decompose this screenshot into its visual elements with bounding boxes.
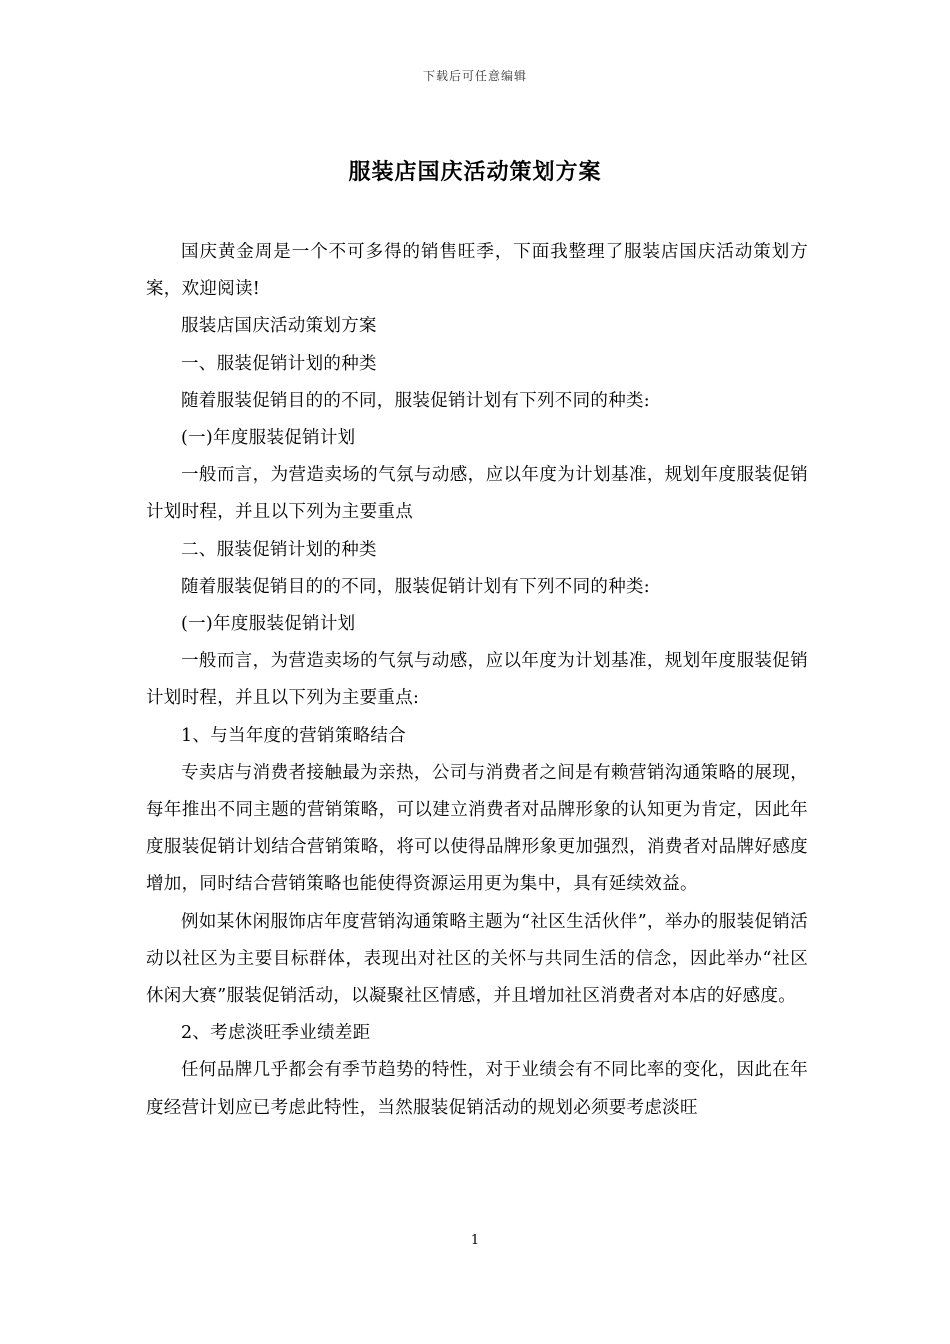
paragraph: 任何品牌几乎都会有季节趋势的特性，对于业绩会有不同比率的变化，因此在年度经营计划应已考虑此特性，当然服装促销活动的规划必须要考虑淡旺 [146, 1060, 808, 1118]
paragraph: 一般而言，为营造卖场的气氛与动感，应以年度为计划基准，规划年度服装促销计划时程，并且以下列为主要重点 [146, 465, 808, 523]
subsection-heading: (一)年度服装促销计划 [181, 428, 356, 449]
paragraph: 一般而言，为营造卖场的气氛与动感，应以年度为计划基准，规划年度服装促销计划时程，并且以下列为主要重点: [146, 651, 808, 709]
paragraph: 专卖店与消费者接触最为亲热，公司与消费者之间是有赖营销沟通策略的展现，每年推出不同主题的营销策略，可以建立消费者对品牌形象的认知更为肯定，因此年度服装促销计划结合营销策略，将可以使得品牌形象更加强烈，消费者对品牌好感度增加，同时结合营销策略也能使得资源运用更为集中，具有延续效益。 [146, 762, 808, 895]
section-heading: 二、服装促销计划的种类 [181, 539, 377, 560]
paragraph: 国庆黄金周是一个不可多得的销售旺季，下面我整理了服装店国庆活动策划方案，欢迎阅读! [146, 242, 808, 300]
document-title: 服装店国庆活动策划方案 [348, 159, 602, 185]
item-heading: 2、考虑淡旺季业绩差距 [181, 1023, 371, 1044]
paragraph: 例如某休闲服饰店年度营销沟通策略主题为“社区生活伙伴”，举办的服装促销活动以社区为主要目标群体，表现出对社区的关怀与共同生活的信念，因此举办“社区休闲大赛”服装促销活动，以凝聚社区情感，并且增加社区消费者对本店的好感度。 [146, 911, 808, 1007]
page-number: 1 [470, 1233, 480, 1248]
section-heading: 一、服装促销计划的种类 [181, 353, 377, 374]
document-body [146, 234, 808, 1127]
paragraph: 服装店国庆活动策划方案 [181, 316, 377, 337]
subsection-heading: (一)年度服装促销计划 [181, 614, 356, 635]
item-heading: 1、与当年度的营销策略结合 [181, 725, 407, 746]
paragraph: 随着服装促销目的的不同，服装促销计划有下列不同的种类: [181, 576, 650, 597]
paragraph: 随着服装促销目的的不同，服装促销计划有下列不同的种类: [181, 390, 650, 411]
header-note: 下载后可任意编辑 [422, 69, 527, 83]
